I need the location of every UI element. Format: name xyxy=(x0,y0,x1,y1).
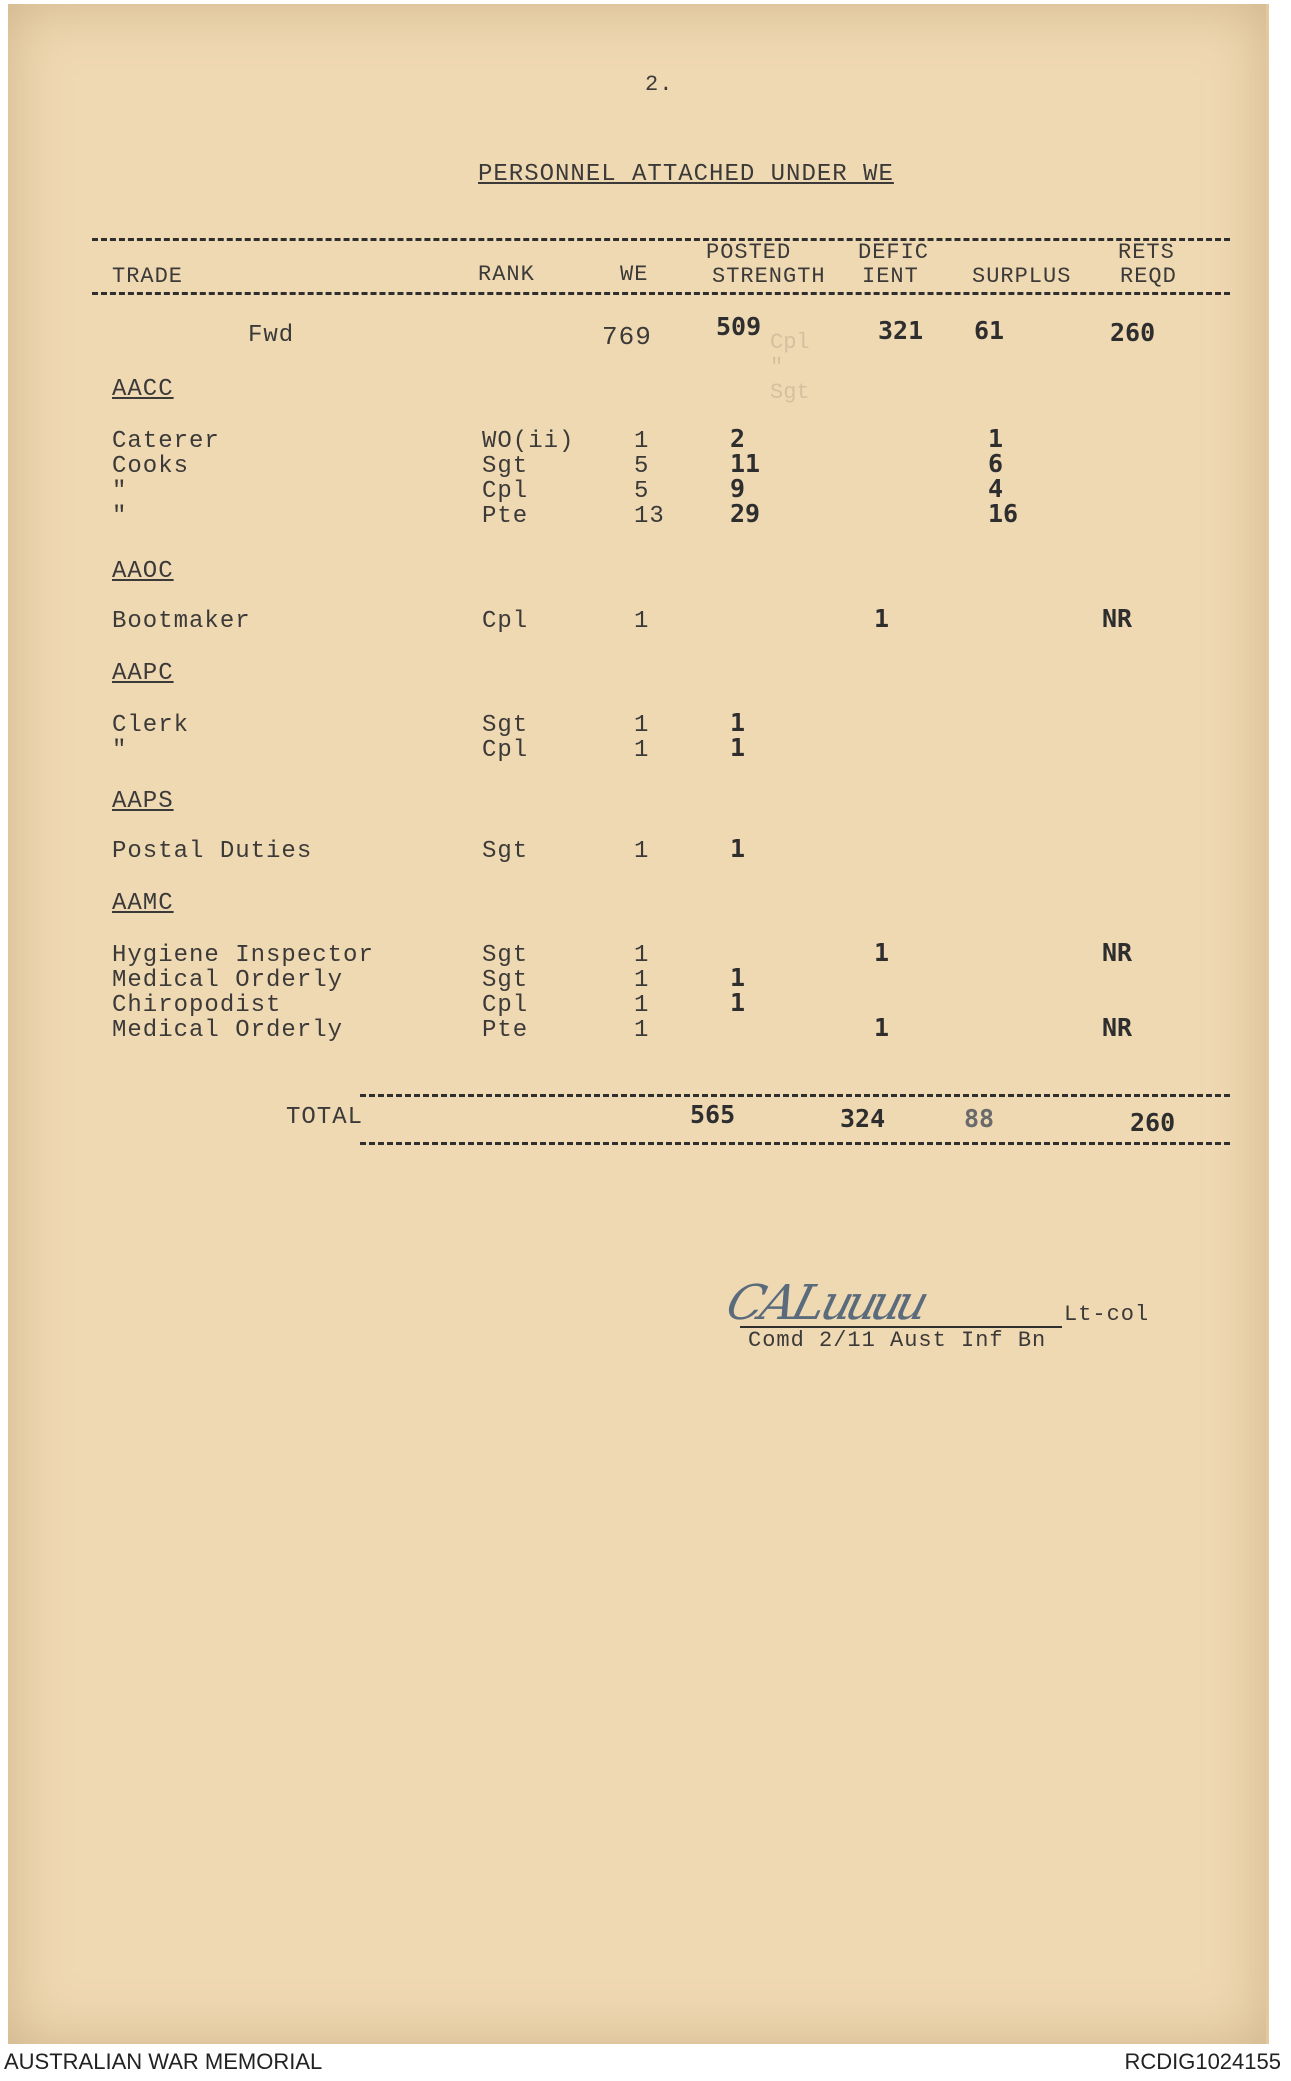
corps-heading: AAMC xyxy=(112,890,174,917)
row-deficient: 1 xyxy=(874,938,890,967)
row-posted: 1 xyxy=(730,988,746,1017)
total-bottom-rule xyxy=(360,1142,1230,1145)
fwd-surplus: 61 xyxy=(974,316,1005,345)
row-we: 5 xyxy=(634,453,650,480)
fwd-rets: 260 xyxy=(1110,318,1156,347)
fwd-we: 769 xyxy=(602,322,652,352)
fwd-label: Fwd xyxy=(248,322,295,349)
row-rets: NR xyxy=(1102,604,1133,633)
col-header-posted: POSTED xyxy=(706,240,792,265)
footer-source: AUSTRALIAN WAR MEMORIAL xyxy=(4,2049,323,2074)
row-we: 1 xyxy=(634,838,650,865)
row-trade: Cooks xyxy=(112,453,190,480)
row-trade: " xyxy=(112,478,128,505)
row-deficient: 1 xyxy=(874,1013,890,1042)
row-rank: Pte xyxy=(482,503,529,530)
corps-heading: AAPS xyxy=(112,788,174,815)
total-label: TOTAL xyxy=(286,1104,364,1131)
row-we: 1 xyxy=(634,737,650,764)
row-rank: Cpl xyxy=(482,992,529,1019)
row-trade: Hygiene Inspector xyxy=(112,942,374,969)
row-posted: 1 xyxy=(730,708,746,737)
total-rets: 260 xyxy=(1130,1108,1176,1137)
row-rank: Cpl xyxy=(482,608,529,635)
col-header-defic: DEFIC xyxy=(858,240,930,265)
row-posted: 2 xyxy=(730,424,746,453)
row-we: 1 xyxy=(634,942,650,969)
fwd-deficient: 321 xyxy=(878,316,924,345)
row-posted: 29 xyxy=(730,499,761,528)
row-we: 1 xyxy=(634,967,650,994)
page-number: 2. xyxy=(645,72,674,97)
col-header-ient: IENT xyxy=(862,264,919,289)
footer-id: RCDIG1024155 xyxy=(1124,2049,1281,2074)
row-we: 1 xyxy=(634,992,650,1019)
header-bottom-rule xyxy=(92,292,1230,295)
row-rank: Sgt xyxy=(482,942,529,969)
row-rank: Cpl xyxy=(482,478,529,505)
row-trade: " xyxy=(112,503,128,530)
row-posted: 1 xyxy=(730,834,746,863)
row-rank: Sgt xyxy=(482,967,529,994)
row-surplus: 1 xyxy=(988,424,1004,453)
row-trade: Chiropodist xyxy=(112,992,282,1019)
row-rank: Sgt xyxy=(482,712,529,739)
row-surplus: 4 xyxy=(988,474,1004,503)
row-rank: Pte xyxy=(482,1017,529,1044)
signature-rank: Lt-col xyxy=(1064,1302,1150,1327)
col-header-rank: RANK xyxy=(478,262,535,287)
col-header-strength: STRENGTH xyxy=(712,264,826,289)
total-top-rule xyxy=(360,1094,1230,1097)
row-trade: Postal Duties xyxy=(112,838,313,865)
row-deficient: 1 xyxy=(874,604,890,633)
row-trade: Medical Orderly xyxy=(112,967,344,994)
row-rank: Cpl xyxy=(482,737,529,764)
total-surplus: 88 xyxy=(964,1104,995,1133)
row-rank: WO(ii) xyxy=(482,428,575,455)
page-title: PERSONNEL ATTACHED UNDER WE xyxy=(478,161,894,188)
header-top-rule xyxy=(92,238,1230,241)
row-posted: 11 xyxy=(730,449,761,478)
row-we: 1 xyxy=(634,428,650,455)
handwritten-signature: CALuuuu xyxy=(720,1275,930,1331)
total-deficient: 324 xyxy=(840,1104,886,1133)
row-rank: Sgt xyxy=(482,838,529,865)
col-header-trade: TRADE xyxy=(112,264,184,289)
col-header-surplus: SURPLUS xyxy=(972,264,1072,289)
row-rets: NR xyxy=(1102,1013,1133,1042)
col-header-we: WE xyxy=(620,262,649,287)
row-we: 1 xyxy=(634,1017,650,1044)
col-header-reqd: REQD xyxy=(1120,264,1177,289)
row-rank: Sgt xyxy=(482,453,529,480)
total-posted: 565 xyxy=(690,1100,736,1129)
corps-heading: AACC xyxy=(112,376,174,403)
row-posted: 1 xyxy=(730,733,746,762)
row-trade: Clerk xyxy=(112,712,190,739)
signature-appointment: Comd 2/11 Aust Inf Bn xyxy=(748,1328,1047,1353)
row-we: 13 xyxy=(634,503,665,530)
bleed-through-text: Cpl " Sgt xyxy=(770,330,810,405)
row-posted: 9 xyxy=(730,474,746,503)
row-we: 1 xyxy=(634,608,650,635)
col-header-rets: RETS xyxy=(1118,240,1175,265)
row-trade: Caterer xyxy=(112,428,220,455)
row-rets: NR xyxy=(1102,938,1133,967)
row-trade: " xyxy=(112,737,128,764)
row-trade: Medical Orderly xyxy=(112,1017,344,1044)
row-surplus: 16 xyxy=(988,499,1019,528)
corps-heading: AAPC xyxy=(112,660,174,687)
fwd-posted: 509 xyxy=(716,312,762,341)
row-surplus: 6 xyxy=(988,449,1004,478)
corps-heading: AAOC xyxy=(112,558,174,585)
row-posted: 1 xyxy=(730,963,746,992)
row-we: 5 xyxy=(634,478,650,505)
row-trade: Bootmaker xyxy=(112,608,251,635)
row-we: 1 xyxy=(634,712,650,739)
